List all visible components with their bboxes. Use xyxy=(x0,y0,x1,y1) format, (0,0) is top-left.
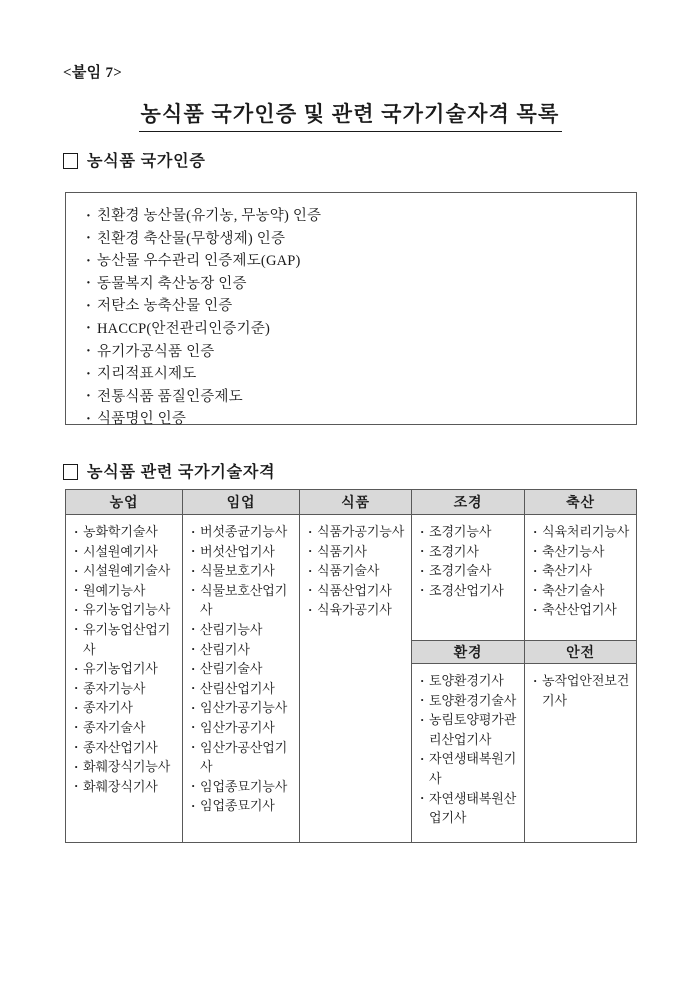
qualification-item: · 축산산업기사 xyxy=(532,600,634,620)
attachment-tag: <붙임 7> xyxy=(63,65,123,81)
qualification-subsection-header: 안전 xyxy=(525,640,636,664)
qualification-item: · 임산가공기능사 xyxy=(190,698,297,718)
section-heading-qualifications-label: 농식품 관련 국가기술자격 xyxy=(87,464,276,481)
certification-item: · 친환경 농산물(유기농, 무농약) 인증 xyxy=(84,205,636,228)
qualification-item: · 종자기술사 xyxy=(73,718,180,738)
qualification-item: · 유기농업산업기사 xyxy=(73,620,180,659)
certification-item: · 지리적표시제도 xyxy=(84,363,636,386)
certification-item: · 친환경 축산물(무항생제) 인증 xyxy=(84,228,636,251)
qualification-item: · 토양환경기사 xyxy=(419,671,522,691)
certification-item: · 농산물 우수관리 인증제도(GAP) xyxy=(84,250,636,273)
qualification-item: · 임업종묘기사 xyxy=(190,796,297,816)
qualification-column-body xyxy=(300,515,411,842)
certification-item: · 유기가공식품 인증 xyxy=(84,341,636,364)
qualification-item: · 조경기능사 xyxy=(419,522,522,542)
qualification-item: · 농작업안전보건기사 xyxy=(532,671,634,710)
qualification-column-header: 농업 xyxy=(66,490,182,515)
qualification-list xyxy=(419,522,522,600)
page-title-text: 농식품 국가인증 및 관련 국가기술자격 목록 xyxy=(139,98,562,132)
qualification-item: · 시설원예기술사 xyxy=(73,561,180,581)
qualification-column xyxy=(412,490,525,842)
qualification-column-body xyxy=(412,515,524,640)
qualification-item: · 식품기술사 xyxy=(307,561,409,581)
qualification-list xyxy=(190,522,297,816)
qualification-item: · 산림기술사 xyxy=(190,659,297,679)
qualification-column xyxy=(300,490,412,842)
qualification-list xyxy=(307,522,409,620)
qualification-item: · 화훼장식기사 xyxy=(73,777,180,797)
section-heading-certifications-label: 농식품 국가인증 xyxy=(87,153,206,170)
qualification-item: · 버섯종균기능사 xyxy=(190,522,297,542)
qualification-item: · 종자기능사 xyxy=(73,679,180,699)
qualification-column-body xyxy=(66,515,182,842)
qualification-item: · 조경산업기사 xyxy=(419,581,522,601)
qualification-item: · 조경기술사 xyxy=(419,561,522,581)
qualification-item: · 원예기능사 xyxy=(73,581,180,601)
qualification-list xyxy=(532,522,634,620)
qualification-item: · 종자기사 xyxy=(73,698,180,718)
qualification-column-header: 임업 xyxy=(183,490,299,515)
qualification-column-header: 조경 xyxy=(412,490,524,515)
qualification-table xyxy=(65,489,637,843)
qualification-subsection-body xyxy=(525,664,636,842)
empty-square-icon xyxy=(63,153,78,169)
qualification-item: · 토양환경기술사 xyxy=(419,691,522,711)
qualification-subsection-body xyxy=(412,664,524,842)
qualification-column-body xyxy=(525,515,636,640)
qualification-item: · 식품산업기사 xyxy=(307,581,409,601)
qualification-item: · 농림토양평가관리산업기사 xyxy=(419,710,522,749)
qualification-item: · 화훼장식기능사 xyxy=(73,757,180,777)
qualification-item: · 유기농업기사 xyxy=(73,659,180,679)
section-heading-qualifications xyxy=(63,459,275,482)
certification-item: · 저탄소 농축산물 인증 xyxy=(84,295,636,318)
qualification-column-header: 식품 xyxy=(300,490,411,515)
qualification-item: · 식육처리기능사 xyxy=(532,522,634,542)
certification-item: · 식품명인 인증 xyxy=(84,408,636,431)
qualification-column-body xyxy=(183,515,299,842)
empty-square-icon xyxy=(63,464,78,480)
qualification-item: · 자연생태복원기사 xyxy=(419,749,522,788)
qualification-item: · 식품기사 xyxy=(307,542,409,562)
qualification-subsection-header: 환경 xyxy=(412,640,524,664)
qualification-item: · 축산기술사 xyxy=(532,581,634,601)
qualification-column-header: 축산 xyxy=(525,490,636,515)
qualification-item: · 축산기능사 xyxy=(532,542,634,562)
qualification-item: · 버섯산업기사 xyxy=(190,542,297,562)
qualification-list xyxy=(73,522,180,796)
qualification-column xyxy=(525,490,636,842)
qualification-item: · 유기농업기능사 xyxy=(73,600,180,620)
qualification-column xyxy=(183,490,300,842)
qualification-item: · 식물보호기사 xyxy=(190,561,297,581)
qualification-item: · 식육가공기사 xyxy=(307,600,409,620)
certification-item: · 동물복지 축산농장 인증 xyxy=(84,273,636,296)
qualification-item: · 축산기사 xyxy=(532,561,634,581)
qualification-subsection-list xyxy=(419,671,522,828)
qualification-item: · 자연생태복원산업기사 xyxy=(419,789,522,828)
section-heading-certifications xyxy=(63,148,206,171)
certification-item: · HACCP(안전관리인증기준) xyxy=(84,318,636,341)
qualification-item: · 농화학기술사 xyxy=(73,522,180,542)
certification-list xyxy=(84,205,636,431)
qualification-item: · 조경기사 xyxy=(419,542,522,562)
qualification-item: · 식물보호산업기사 xyxy=(190,581,297,620)
certification-item: · 전통식품 품질인증제도 xyxy=(84,386,636,409)
qualification-item: · 임업종묘기능사 xyxy=(190,777,297,797)
qualification-item: · 식품가공기능사 xyxy=(307,522,409,542)
qualification-item: · 시설원예기사 xyxy=(73,542,180,562)
page-title xyxy=(0,98,700,132)
qualification-item: · 임산가공기사 xyxy=(190,718,297,738)
qualification-item: · 임산가공산업기사 xyxy=(190,738,297,777)
qualification-item: · 산림산업기사 xyxy=(190,679,297,699)
qualification-column xyxy=(66,490,183,842)
qualification-item: · 산림기사 xyxy=(190,640,297,660)
certification-list-box xyxy=(65,192,637,428)
qualification-item: · 종자산업기사 xyxy=(73,738,180,758)
qualification-item: · 산림기능사 xyxy=(190,620,297,640)
qualification-subsection-list xyxy=(532,671,634,710)
